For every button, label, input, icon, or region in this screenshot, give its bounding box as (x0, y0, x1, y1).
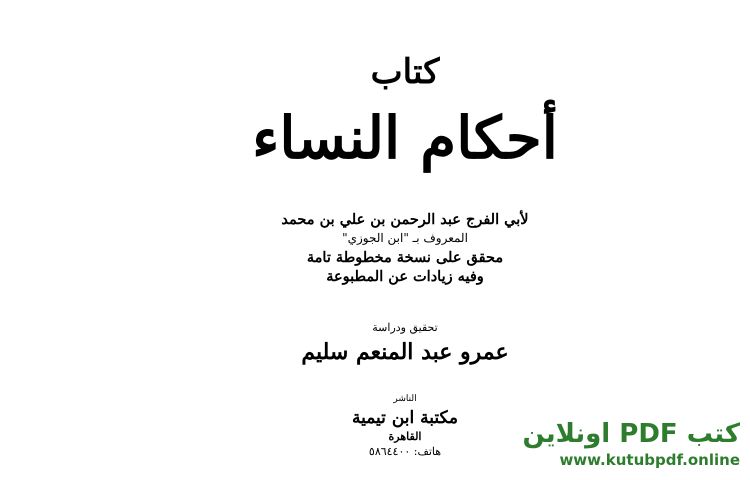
editor-name: عمرو عبد المنعم سليم (301, 339, 509, 365)
additions-note: وفيه زيادات عن المطبوعة (326, 268, 484, 285)
publisher-city: القاهرة (388, 430, 422, 443)
site-watermark (480, 418, 740, 470)
publisher-name: مكتبة ابن تيمية (351, 408, 459, 428)
editor-label: تحقيق ودراسة (372, 321, 438, 334)
manuscript-note: محقق على نسخة مخطوطة تامة (306, 249, 504, 266)
book-title: أحكام النساء (252, 104, 558, 172)
publisher-phone: هاتف: ٥٨٦٤٤٠٠ (368, 445, 442, 458)
watermark-name: كتب PDF اونلاين (522, 419, 740, 449)
author-known-as: المعروف بـ "ابن الجوزي" (342, 231, 468, 245)
kitab-heading: كتاب (370, 52, 440, 92)
watermark-url: www.kutubpdf.online (559, 451, 740, 469)
publisher-label: الناشر (393, 394, 417, 404)
author-block (240, 210, 570, 286)
author-name: لأبي الفرج عبد الرحمن بن علي بن محمد (281, 211, 529, 228)
